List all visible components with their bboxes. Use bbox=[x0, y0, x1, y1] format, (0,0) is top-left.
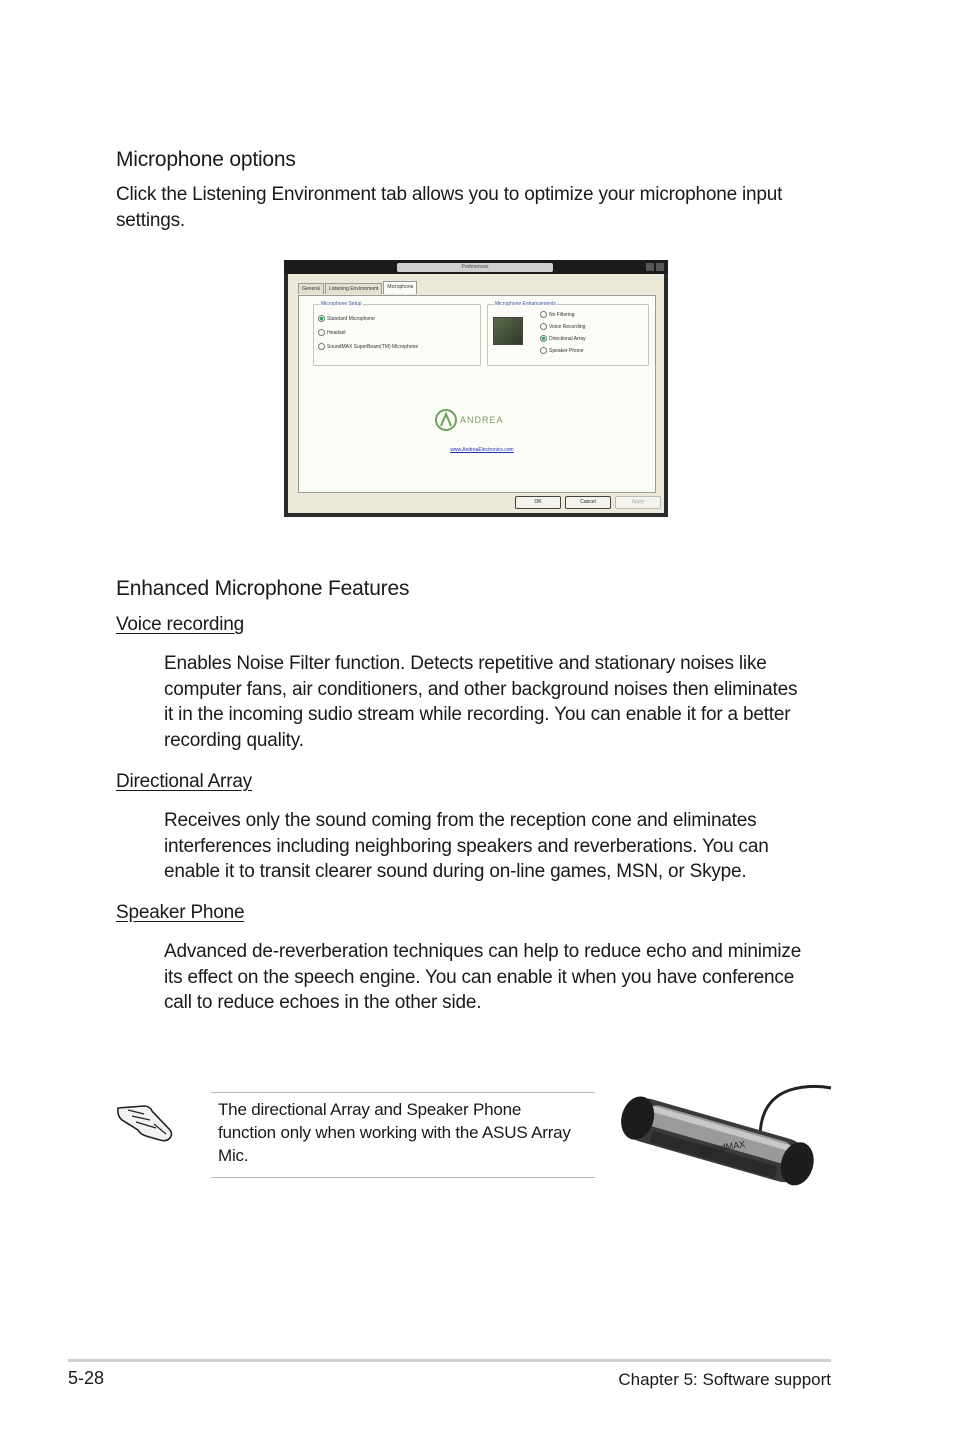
desc-line: Receives only the sound coming from the reception cone and eliminates bbox=[164, 810, 757, 831]
desc-line: computer fans, air conditioners, and other background noises then eliminates bbox=[164, 678, 798, 700]
setup-option: SoundMAX SuperBeam(TM) Microphone bbox=[318, 343, 418, 350]
note-rule-bottom bbox=[211, 1177, 595, 1178]
radio-selected-icon bbox=[540, 335, 547, 342]
feature-desc-directional-array bbox=[164, 808, 864, 885]
andrea-logo bbox=[434, 407, 544, 433]
section-heading-enhanced-features: Enhanced Microphone Features bbox=[116, 577, 410, 600]
andrea-website-link: www.AndreaElectronics.com bbox=[450, 447, 514, 453]
desc-line: enable it to transit clearer sound during on-line games, MSN, or Skype. bbox=[164, 861, 747, 882]
apply-button: Apply bbox=[615, 496, 661, 509]
desc-line: it in the incoming sudio stream while recording. You can enable it for a better bbox=[164, 704, 791, 725]
radio-icon bbox=[540, 311, 547, 318]
radio-selected-icon bbox=[318, 315, 325, 322]
radio-icon bbox=[540, 347, 547, 354]
desc-line: Advanced de-reverberation techniques can help to reduce echo and minimize bbox=[164, 941, 802, 962]
footer-rule bbox=[68, 1359, 831, 1362]
page-number: 5-28 bbox=[68, 1368, 105, 1388]
enhancement-option: Speaker Phone bbox=[540, 347, 583, 354]
note-rule-top bbox=[211, 1092, 595, 1093]
tab-general: General bbox=[298, 283, 324, 294]
intro-line: settings. bbox=[116, 209, 185, 231]
mic-product-label: SoundMAX bbox=[699, 1139, 746, 1156]
enhancement-option: Voice Recording bbox=[540, 323, 585, 330]
ok-button: OK bbox=[515, 496, 561, 509]
feature-desc-speaker-phone bbox=[164, 939, 864, 1016]
microphone-setup-group bbox=[313, 301, 481, 366]
radio-icon bbox=[318, 329, 325, 336]
note-line: function only when working with the ASUS Array bbox=[218, 1123, 571, 1142]
setup-option: Headset bbox=[318, 329, 346, 336]
microphone-enhancements-group bbox=[487, 301, 649, 366]
radio-icon bbox=[540, 323, 547, 330]
group-label: Microphone Enhancements bbox=[495, 301, 556, 307]
note-text bbox=[218, 1098, 594, 1167]
desc-line: call to reduce echoes in the other side. bbox=[164, 992, 482, 1013]
desc-line: interferences including neighboring speakers and reverberations. You can bbox=[164, 835, 769, 857]
desc-line: recording quality. bbox=[164, 729, 304, 751]
feature-title-speaker-phone: Speaker Phone bbox=[116, 902, 245, 923]
radio-icon bbox=[318, 343, 325, 350]
chapter-label: Chapter 5: Software support bbox=[618, 1370, 831, 1389]
hand-note-icon bbox=[116, 1098, 174, 1144]
asus-array-mic-image bbox=[610, 1080, 832, 1210]
dialog-tabs bbox=[298, 283, 418, 295]
intro-paragraph bbox=[116, 182, 856, 233]
feature-title-directional-array: Directional Array bbox=[116, 771, 252, 792]
tab-listening-environment: Listening Environment bbox=[325, 283, 382, 294]
desc-line: its effect on the speech engine. You can enable it when you have conference bbox=[164, 966, 795, 988]
minimize-icon bbox=[646, 263, 654, 271]
feature-desc-voice-recording bbox=[164, 651, 864, 753]
preferences-dialog-screenshot bbox=[284, 260, 668, 517]
section-heading-microphone-options: Microphone options bbox=[116, 148, 296, 171]
setup-option: Standard Microphone bbox=[318, 315, 375, 322]
microphone-icon bbox=[493, 317, 523, 345]
andrea-logo-text: ANDREA bbox=[460, 415, 504, 425]
close-icon bbox=[656, 263, 664, 271]
group-label: Microphone Setup bbox=[321, 301, 362, 307]
tab-microphone: Microphone bbox=[383, 281, 417, 294]
microphone-panel bbox=[298, 295, 656, 505]
enhancement-option: No Filtering bbox=[540, 311, 575, 318]
dialog-titlebar bbox=[284, 260, 668, 274]
desc-line: Enables Noise Filter function. Detects repetitive and stationary noises like bbox=[164, 653, 767, 674]
dialog-body bbox=[288, 274, 664, 513]
note-line: The directional Array and Speaker Phone bbox=[218, 1100, 522, 1119]
note-line: Mic. bbox=[218, 1146, 249, 1165]
feature-title-voice-recording: Voice recording bbox=[116, 614, 244, 635]
intro-line: Click the Listening Environment tab allows you to optimize your microphone input bbox=[116, 184, 783, 205]
enhancement-option: Directional Array bbox=[540, 335, 586, 342]
dialog-title: Preferences bbox=[397, 263, 553, 272]
cancel-button: Cancel bbox=[565, 496, 611, 509]
